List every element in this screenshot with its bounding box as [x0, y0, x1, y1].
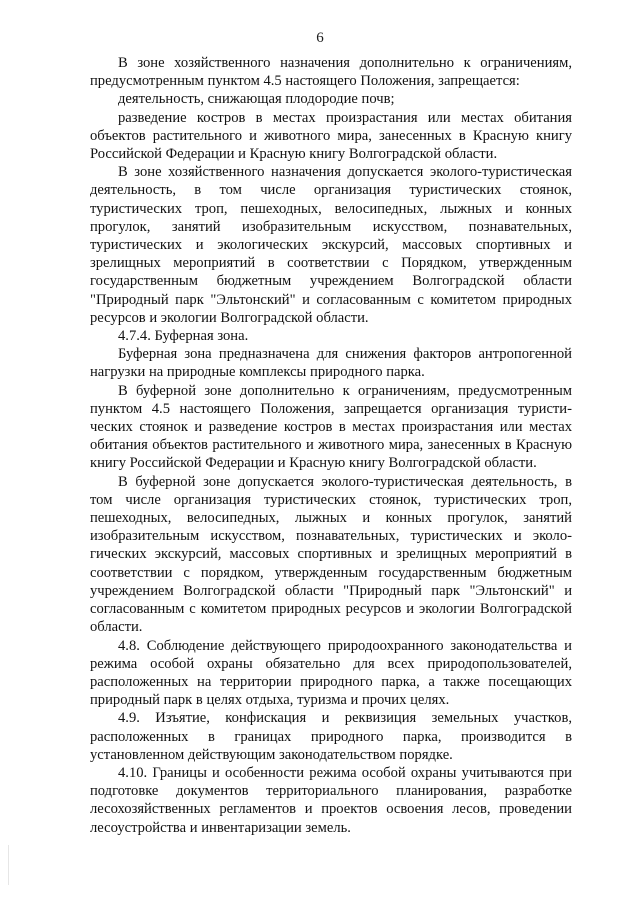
paragraph-buffer-zone-heading: 4.7.4. Буферная зона. — [118, 328, 249, 345]
document-body — [90, 54, 572, 837]
paragraph-campfires: разведение костров в местах произрастания или местах обитания объектов растительного и животного мира, занесенных в Красную книгу Российской Федерации и Красную книгу Волгоградской области. — [90, 109, 572, 163]
paragraph-zone-allowed-activities: В зоне хозяйственного назначения допускается эколого-туристическая деятельность, в том числе организация туристических стоянок, туристических троп, пешеходных, велосипедных, лыжных и конных прогулок, занятий изобразительным искусством, познавательных, туристических и экологических экскурсий, массовых спортивных и зрелищных мероприятий в соответствии с Порядком, утвержденным государственным бюджетным учреждением Волгоградской области "Природный парк "Эльтонский" и согласованным с комитетом природных ресурсов и экологии Волгоградской области. — [90, 164, 572, 326]
paragraph-4-9: 4.9. Изъятие, конфискация и реквизиция земельных участков, расположенных в границах природного парка, производится в установленном действующим законодательством порядке. — [90, 710, 572, 763]
paragraph-4-8: 4.8. Соблюдение действующего природоохранного законодательства и режима особой охраны обязательно для всех природопользователей, расположенных на территории природного парка, а также посещающих природный парк в целях отдыха, туризма и прочих целях. — [90, 637, 572, 709]
paragraph-buffer-zone-restrictions: В буферной зоне дополнительно к ограничениям, предусмотренным пунктом 4.5 настоящего Положения, запрещается организация туристических стоянок и разведение костров в местах произрастания или местах обитания объектов растительного и животного мира, занесенных в Красную книгу Российской Федерации и Красную книгу Волгоградской области. — [90, 382, 572, 472]
paragraph-zone-restrictions-intro: В зоне хозяйственного назначения дополнительно к ограничениям, предусмотренным пунктом 4.5 настоящего Положения, запрещается: — [90, 55, 572, 90]
paragraph-buffer-zone-purpose: Буферная зона предназначена для снижения факторов антропогенной нагрузки на природные комплексы природного парка. — [90, 346, 572, 381]
paragraph-buffer-zone-allowed: В буферной зоне допускается эколого-туристическая деятельность, в том числе организация туристических стоянок, туристических троп, пешеходных, велосипедных, лыжных и конных прогулок, занятий изобразительным искусством, познавательных, туристических и экологических экскурсий, массовых спортивных и зрелищных мероприятий в соответствии с порядком, утвержденным государственным бюджетным учреждением Волгоградской области "Природный парк "Эльтонский" и согласованным с комитетом природных ресурсов и экологии Волгоградской области. — [90, 473, 572, 636]
scan-margin-mark — [8, 845, 9, 885]
page-number: 6 — [316, 30, 324, 46]
paragraph-4-10: 4.10. Границы и особенности режима особой охраны учитываются при подготовке документов территориального планирования, разработке лесохозяйственных регламентов и проектов освоения лесов, проведении лесоустройства и инвентаризации земель. — [90, 764, 572, 836]
paragraph-soil-fertility: деятельность, снижающая плодородие почв; — [118, 91, 395, 108]
